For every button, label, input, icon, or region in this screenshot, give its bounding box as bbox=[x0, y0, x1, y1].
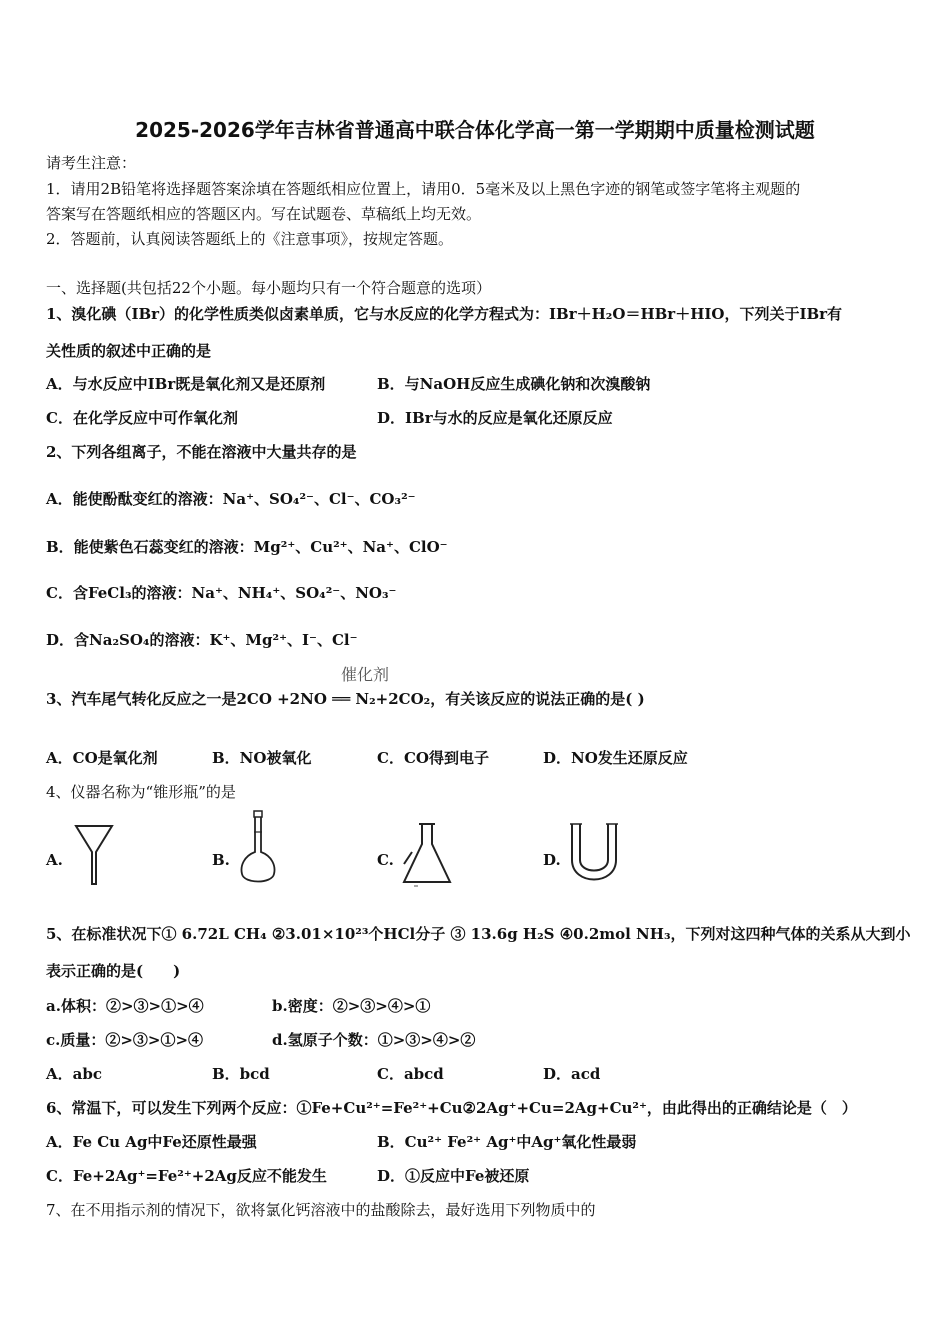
q3-option-d: D．NO发生还原反应 bbox=[543, 749, 688, 767]
q6-option-b: B．Cu²⁺ Fe²⁺ Ag⁺中Ag⁺氧化性最弱 bbox=[377, 1133, 637, 1151]
q5-option-d: D．acd bbox=[543, 1065, 601, 1083]
q4-option-b: B. bbox=[212, 851, 230, 869]
q6-option-c: C．Fe+2Ag⁺=Fe²⁺+2Ag反应不能发生 bbox=[46, 1167, 327, 1185]
q2-option-a: A．能使酚酞变红的溶液：Na⁺、SO₄²⁻、Cl⁻、CO₃²⁻ bbox=[46, 490, 416, 508]
q1-option-b: B．与NaOH反应生成碘化钠和次溴酸钠 bbox=[377, 375, 651, 393]
q4-option-d: D. bbox=[543, 851, 561, 869]
q1-option-a: A．与水反应中IBr既是氧化剂又是还原剂 bbox=[46, 375, 326, 393]
page-title: 2025-2026学年吉林省普通高中联合体化学高一第一学期期中质量检测试题 bbox=[135, 118, 815, 142]
q3-option-c: C．CO得到电子 bbox=[377, 749, 489, 767]
q6-stem: 6、常温下，可以发生下列两个反应：①Fe+Cu²⁺=Fe²⁺+Cu②2Ag⁺+Cu=2Ag+Cu²⁺，由此得出的正确结论是（ ） bbox=[46, 1099, 857, 1117]
q1-option-d: D．IBr与水的反应是氧化还原反应 bbox=[377, 409, 613, 427]
q1-option-c: C．在化学反应中可作氧化剂 bbox=[46, 409, 238, 427]
q2-option-b: B．能使紫色石蕊变红的溶液：Mg²⁺、Cu²⁺、Na⁺、ClO⁻ bbox=[46, 538, 448, 556]
notice-heading: 请考生注意： bbox=[46, 154, 137, 172]
q2-option-d: D．含Na₂SO₄的溶液：K⁺、Mg²⁺、I⁻、Cl⁻ bbox=[46, 631, 358, 649]
q4-stem: 4、仪器名称为“锥形瓶”的是 bbox=[46, 783, 236, 801]
q5-stem-cont: 表示正确的是( ) bbox=[46, 962, 181, 980]
q3-option-b: B．NO被氧化 bbox=[212, 749, 312, 767]
q5-option-a: A．abc bbox=[46, 1065, 102, 1083]
u-tube-icon bbox=[568, 820, 620, 884]
q3-stem: 3、汽车尾气转化反应之一是2CO +2NO ══ N₂+2CO₂，有关该反应的说法正确的是( ) bbox=[46, 690, 645, 708]
erlenmeyer-flask-icon bbox=[398, 820, 458, 890]
q5-statement-c: c.质量：②>③>①>④ bbox=[46, 1031, 204, 1049]
q1-stem-cont: 关性质的叙述中正确的是 bbox=[46, 342, 212, 360]
notice-item-2: 2．答题前，认真阅读答题纸上的《注意事项》，按规定答题。 bbox=[46, 230, 454, 248]
q3-catalyst-label: 催化剂 bbox=[341, 667, 390, 684]
q3-option-a: A．CO是氧化剂 bbox=[46, 749, 158, 767]
q2-stem: 2、下列各组离子，不能在溶液中大量共存的是 bbox=[46, 443, 357, 461]
notice-item-1-cont: 答案写在答题纸相应的答题区内。写在试题卷、草稿纸上均无效。 bbox=[46, 205, 482, 223]
section-heading: 一、选择题(共包括22个小题。每小题均只有一个符合题意的选项） bbox=[46, 279, 491, 297]
notice-item-1: 1．请用2B铅笔将选择题答案涂填在答题纸相应位置上，请用0．5毫米及以上黑色字迹的钢笔或签字笔将主观题的 bbox=[46, 180, 801, 198]
q6-option-a: A．Fe Cu Ag中Fe还原性最强 bbox=[46, 1133, 257, 1151]
q6-option-d: D．①反应中Fe被还原 bbox=[377, 1167, 530, 1185]
q5-statement-d: d.氢原子个数：①>③>④>② bbox=[272, 1031, 476, 1049]
funnel-icon bbox=[74, 822, 114, 886]
volumetric-flask-icon bbox=[238, 810, 278, 888]
q2-option-c: C．含FeCl₃的溶液：Na⁺、NH₄⁺、SO₄²⁻、NO₃⁻ bbox=[46, 584, 397, 602]
q5-option-c: C．abcd bbox=[377, 1065, 444, 1083]
q7-stem: 7、在不用指示剂的情况下，欲将氯化钙溶液中的盐酸除去，最好选用下列物质中的 bbox=[46, 1201, 596, 1219]
q5-option-b: B．bcd bbox=[212, 1065, 270, 1083]
q4-option-c: C. bbox=[377, 851, 394, 869]
q1-stem: 1、溴化碘（IBr）的化学性质类似卤素单质，它与水反应的化学方程式为：IBr＋H₂O＝HBr＋HIO，下列关于IBr有 bbox=[46, 305, 843, 323]
q5-stem: 5、在标准状况下① 6.72L CH₄ ②3.01×10²³个HCl分子 ③ 13.6g H₂S ④0.2mol NH₃，下列对这四种气体的关系从大到小 bbox=[46, 925, 911, 943]
q5-statement-b: b.密度：②>③>④>① bbox=[272, 997, 431, 1015]
q5-statement-a: a.体积：②>③>①>④ bbox=[46, 997, 204, 1015]
q4-option-a: A. bbox=[46, 851, 63, 869]
